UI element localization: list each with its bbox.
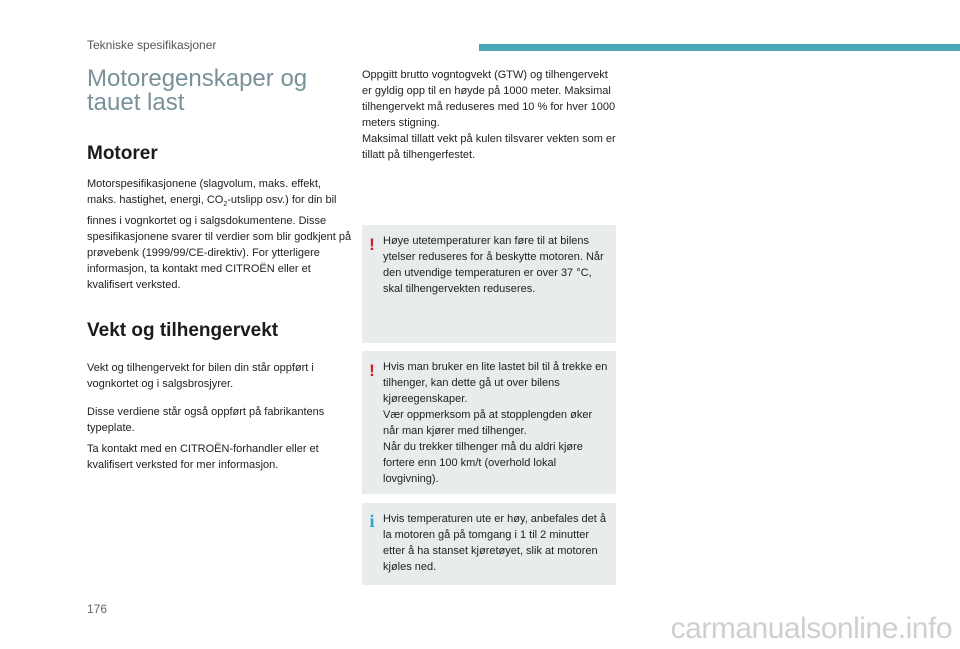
info-note-idle [362,503,616,585]
section-heading-motorer: Motorer [87,143,158,164]
gtw-text: Oppgitt brutto vogntogvekt (GTW) og tilhengervekt er gyldig opp til en høyde på 1000 meter. Maksimal tilhengervekt må reduseres med 10 % for hver 1000 meters stigning. [362,69,616,129]
warning-note-text: Hvis man bruker en lite lastet bil til å trekke en tilhenger, kan dette gå ut over bilens kjøreegenskaper. Vær oppmerksom på at stopplengden øker når man kjører med tilhenger. Når du trekker tilhenger må du aldri kjøre fortere enn 100 km/t (overhold lokal lovgivning). [383,361,608,485]
page-title: Motoregenskaper og tauet last [87,65,308,116]
ball-weight-text: Maksimal tillatt vekt på kulen tilsvarer vekten som er tillatt på tilhengerfestet. [362,133,616,161]
gtw-paragraph [362,67,617,163]
motorer-paragraph [87,176,352,293]
vekt-paragraph-2: Disse verdiene står også oppført på fabrikantens typeplate. [87,406,325,434]
warning-note-temperature [362,225,616,343]
header-accent-bar [479,44,960,51]
vekt-paragraph-3: Ta kontakt med en CITROËN-forhandler eller et kvalifisert verksted for mer informasjon. [87,443,319,471]
warning-note-trailer [362,351,616,494]
vekt-paragraph-1: Vekt og tilhengervekt for bilen din står oppført i vognkortet og i salgsbrosjyrer. [87,362,314,390]
warning-note-text: Høye utetemperaturer kan føre til at bilens ytelser reduseres for å beskytte motoren. Når den utvendige temperaturen er over 37 °C, skal tilhengervekten reduseres. [383,235,604,295]
info-note-text: Hvis temperaturen ute er høy, anbefales det å la motoren gå på tomgang i 1 til 2 minutter etter å ha stanset kjøretøyet, slik at motoren kjøles ned. [383,513,606,573]
motorer-text-part1: Motorspesifikasjonene (slagvolum, maks. effekt, maks. hastighet, energi, CO [87,178,321,206]
motorer-text-part2: -utslipp osv.) for din bil finnes i vognkortet og i salgsdokumentene. Disse spesifikasjonene svarer til verdier som blir godkjent på prøvebenk (1999/99/CE-direktiv). For ytterligere informasjon, ta kontakt med CITROËN eller et kvalifisert verksted. [87,194,352,292]
page-number: 176 [87,602,108,616]
co2-subscript: 2 [223,201,228,209]
exclamation-icon: ! [369,235,375,254]
chapter-header: Tekniske spesifikasjoner [87,38,217,52]
info-icon: i [369,511,375,531]
watermark: carmanualsonline.info [670,612,952,645]
section-heading-vekt: Vekt og tilhengervekt [87,320,279,341]
exclamation-icon: ! [369,361,375,380]
